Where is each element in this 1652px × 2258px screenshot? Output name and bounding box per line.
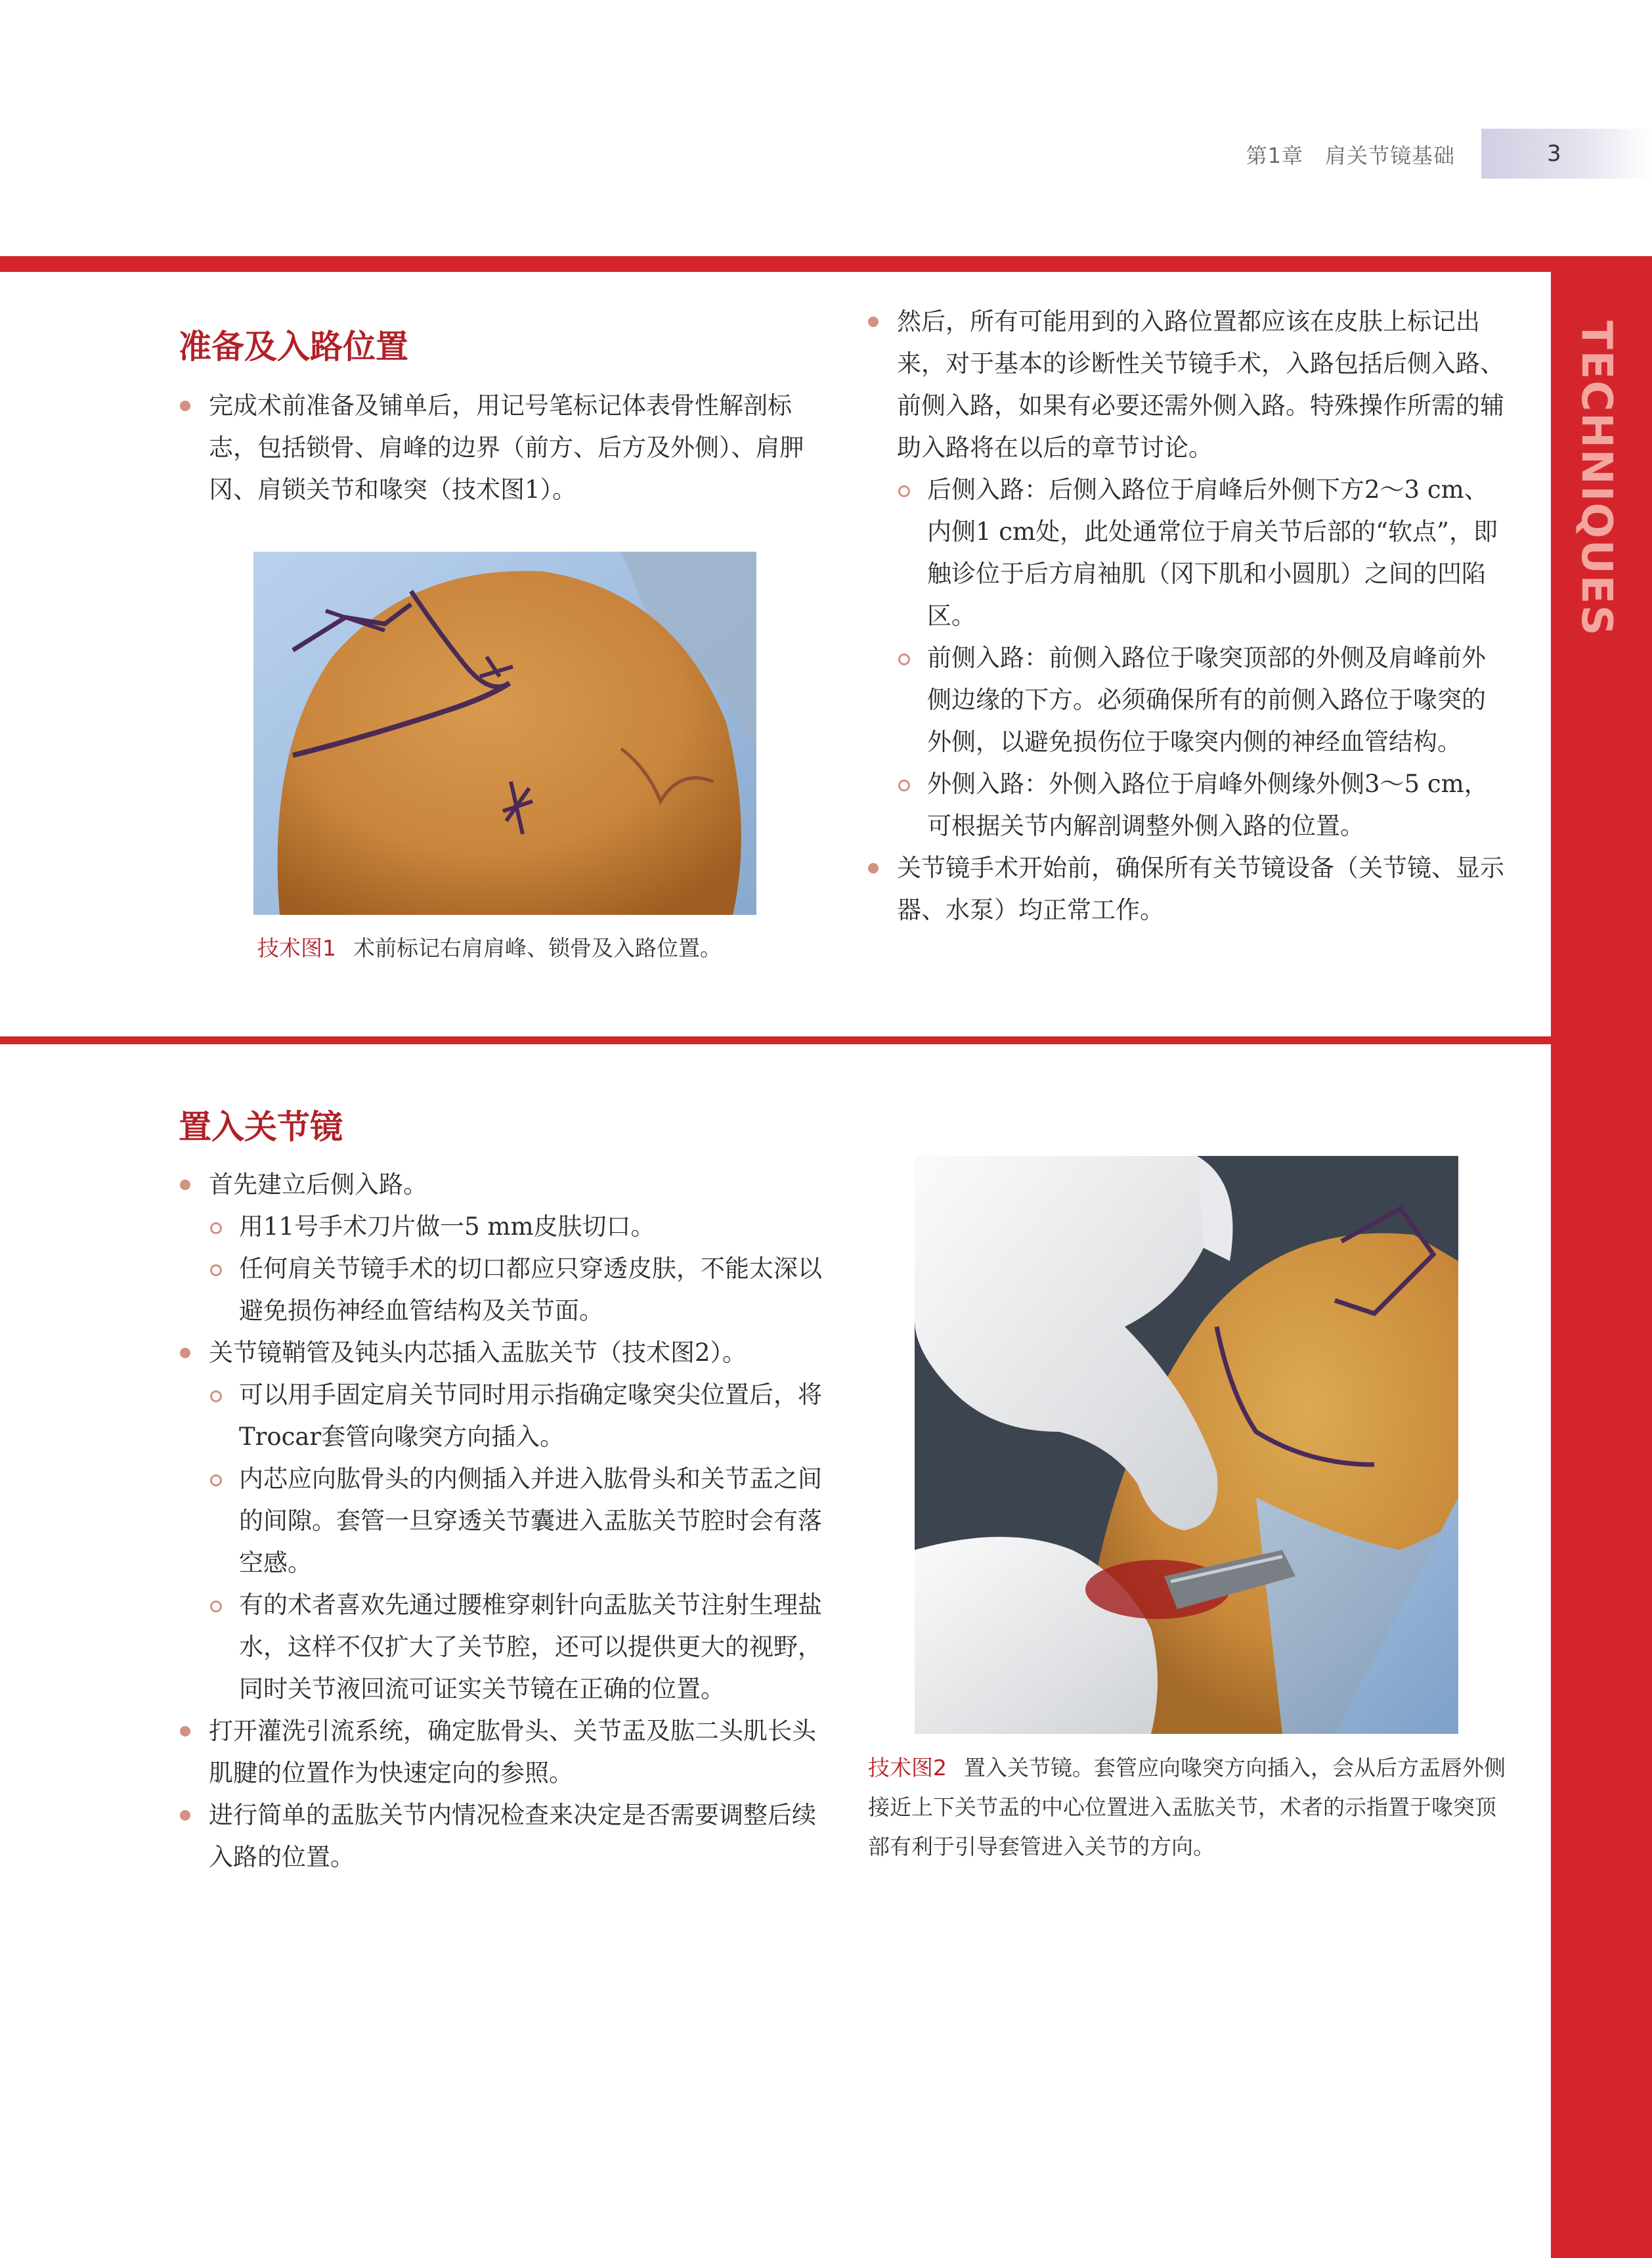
figure2-caption: [868, 1748, 1509, 1867]
figure1-caption: [257, 929, 783, 968]
figure2-caption-text: 置入关节镜。套管应向喙突方向插入，会从后方盂唇外侧接近上下关节盂的中心位置进入盂肱关节，术者的示指置于喙突顶部有利于引导套管进入关节的方向。: [868, 1755, 1506, 1859]
running-head: 第1章 肩关节镜基础: [1246, 143, 1455, 168]
list-item: 完成术前准备及铺单后，用记号笔标记体表骨性解剖标志，包括锁骨、肩峰的边界（前方、后方及外侧）、肩胛冈、肩锁关节和喙突（技术图1）。: [179, 385, 822, 511]
section2-list: [179, 1164, 822, 1878]
section-title-arthroscope-insertion: 置入关节镜: [179, 1108, 343, 1146]
list-item: 有的术者喜欢先通过腰椎穿刺针向盂肱关节注射生理盐水，这样不仅扩大了关节腔，还可以提供更大的视野，同时关节液回流可证实关节镜在正确的位置。: [179, 1584, 822, 1710]
side-tab-label: TECHNIQUES: [1572, 321, 1620, 637]
section1-left-list: [179, 385, 822, 511]
figure1-caption-text: 术前标记右肩肩峰、锁骨及入路位置。: [353, 935, 722, 961]
shoulder-marking-photo: [253, 552, 756, 915]
list-item: 可以用手固定肩关节同时用示指确定喙突尖位置后，将Trocar套管向喙突方向插入。: [179, 1374, 822, 1458]
section-title-preparation: 准备及入路位置: [179, 328, 408, 366]
top-red-rule: [0, 256, 1652, 272]
list-item: 关节镜手术开始前，确保所有关节镜设备（关节镜、显示器、水泵）均正常工作。: [867, 847, 1508, 931]
figure1-label: 技术图1: [257, 935, 336, 961]
list-item: 外侧入路：外侧入路位于肩峰外侧缘外侧3～5 cm，可根据关节内解剖调整外侧入路的位置。: [867, 763, 1508, 847]
figure2-image: [915, 1156, 1458, 1734]
list-item: 然后，所有可能用到的入路位置都应该在皮肤上标记出来，对于基本的诊断性关节镜手术，入路包括后侧入路、前侧入路，如果有必要还需外侧入路。特殊操作所需的辅助入路将在以后的章节讨论。: [867, 301, 1508, 469]
figure2-label: 技术图2: [868, 1755, 947, 1781]
list-item: 前侧入路：前侧入路位于喙突顶部的外侧及肩峰前外侧边缘的下方。必须确保所有的前侧入路位于喙突的外侧，以避免损伤位于喙突内侧的神经血管结构。: [867, 637, 1508, 763]
page-number-box: [1481, 129, 1652, 179]
list-item: 内芯应向肱骨头的内侧插入并进入肱骨头和关节盂之间的间隙。套管一旦穿透关节囊进入盂肱关节腔时会有落空感。: [179, 1458, 822, 1584]
list-item: 关节镜鞘管及钝头内芯插入盂肱关节（技术图2）。: [179, 1332, 822, 1374]
list-item: 打开灌洗引流系统，确定肱骨头、关节盂及肱二头肌长头肌腱的位置作为快速定向的参照。: [179, 1710, 822, 1794]
figure1-image: [253, 552, 756, 915]
section1-right-list: [867, 301, 1508, 931]
arthroscope-insertion-photo: [915, 1156, 1458, 1734]
section-divider-rule: [0, 1036, 1551, 1044]
list-item: 进行简单的盂肱关节内情况检查来决定是否需要调整后续入路的位置。: [179, 1794, 822, 1878]
page-number: 3: [1547, 141, 1561, 167]
list-item: 首先建立后侧入路。: [179, 1164, 822, 1206]
list-item: 任何肩关节镜手术的切口都应只穿透皮肤，不能太深以避免损伤神经血管结构及关节面。: [179, 1248, 822, 1332]
list-item: 后侧入路：后侧入路位于肩峰后外侧下方2～3 cm、内侧1 cm处，此处通常位于肩关节后部的“软点”，即触诊位于后方肩袖肌（冈下肌和小圆肌）之间的凹陷区。: [867, 469, 1508, 637]
side-tab: [1551, 272, 1652, 637]
list-item: 用11号手术刀片做一5 mm皮肤切口。: [179, 1206, 822, 1248]
